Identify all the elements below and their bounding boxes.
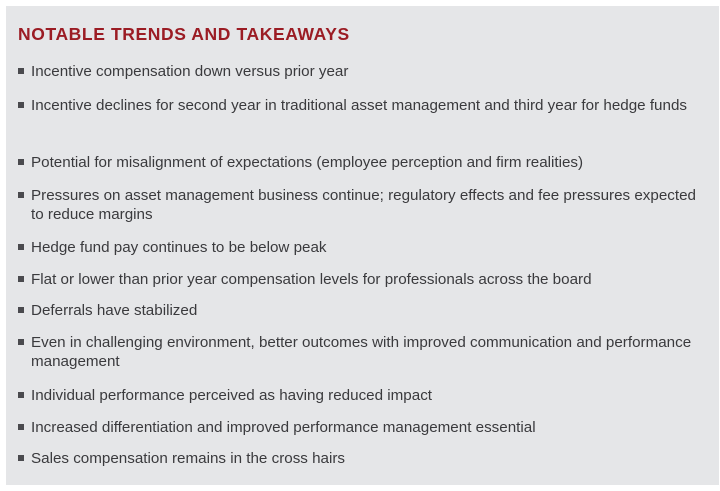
list-item: [18, 153, 705, 172]
list-item-text: Deferrals have stabilized: [31, 302, 198, 319]
list-item: [18, 418, 705, 437]
list-item: [18, 238, 705, 257]
takeaways-panel: [6, 6, 719, 485]
square-bullet-icon: [18, 102, 24, 108]
list-item: [18, 96, 705, 115]
list-item-text: Flat or lower than prior year compensation levels for professionals across the board: [31, 271, 592, 288]
square-bullet-icon: [18, 159, 24, 165]
list-item: [18, 186, 705, 224]
list-item-text: Increased differentiation and improved performance management essential: [31, 419, 536, 436]
list-item: [18, 449, 705, 468]
list-item-text: Sales compensation remains in the cross hairs: [31, 450, 346, 467]
square-bullet-icon: [18, 455, 24, 461]
list-item: [18, 301, 705, 320]
list-item-text: Hedge fund pay continues to be below peak: [31, 239, 327, 256]
square-bullet-icon: [18, 392, 24, 398]
list-item-text: Even in challenging environment, better outcomes with improved communication and performance management: [31, 334, 692, 370]
list-item-text: Incentive compensation down versus prior year: [31, 63, 349, 80]
list-item: [18, 270, 705, 289]
list-item-text: Potential for misalignment of expectations (employee perception and firm realities): [31, 154, 584, 171]
square-bullet-icon: [18, 339, 24, 345]
list-item: [18, 333, 705, 371]
square-bullet-icon: [18, 424, 24, 430]
square-bullet-icon: [18, 192, 24, 198]
square-bullet-icon: [18, 276, 24, 282]
panel-title: NOTABLE TRENDS AND TAKEAWAYS: [18, 24, 350, 44]
list-item: [18, 386, 705, 405]
square-bullet-icon: [18, 307, 24, 313]
square-bullet-icon: [18, 68, 24, 74]
square-bullet-icon: [18, 244, 24, 250]
list-item-text: Pressures on asset management business continue; regulatory effects and fee pressures expected to reduce margins: [31, 187, 696, 223]
list-item: [18, 62, 705, 81]
list-item-text: Incentive declines for second year in traditional asset management and third year for hedge funds: [31, 97, 687, 114]
list-item-text: Individual performance perceived as having reduced impact: [31, 387, 433, 404]
